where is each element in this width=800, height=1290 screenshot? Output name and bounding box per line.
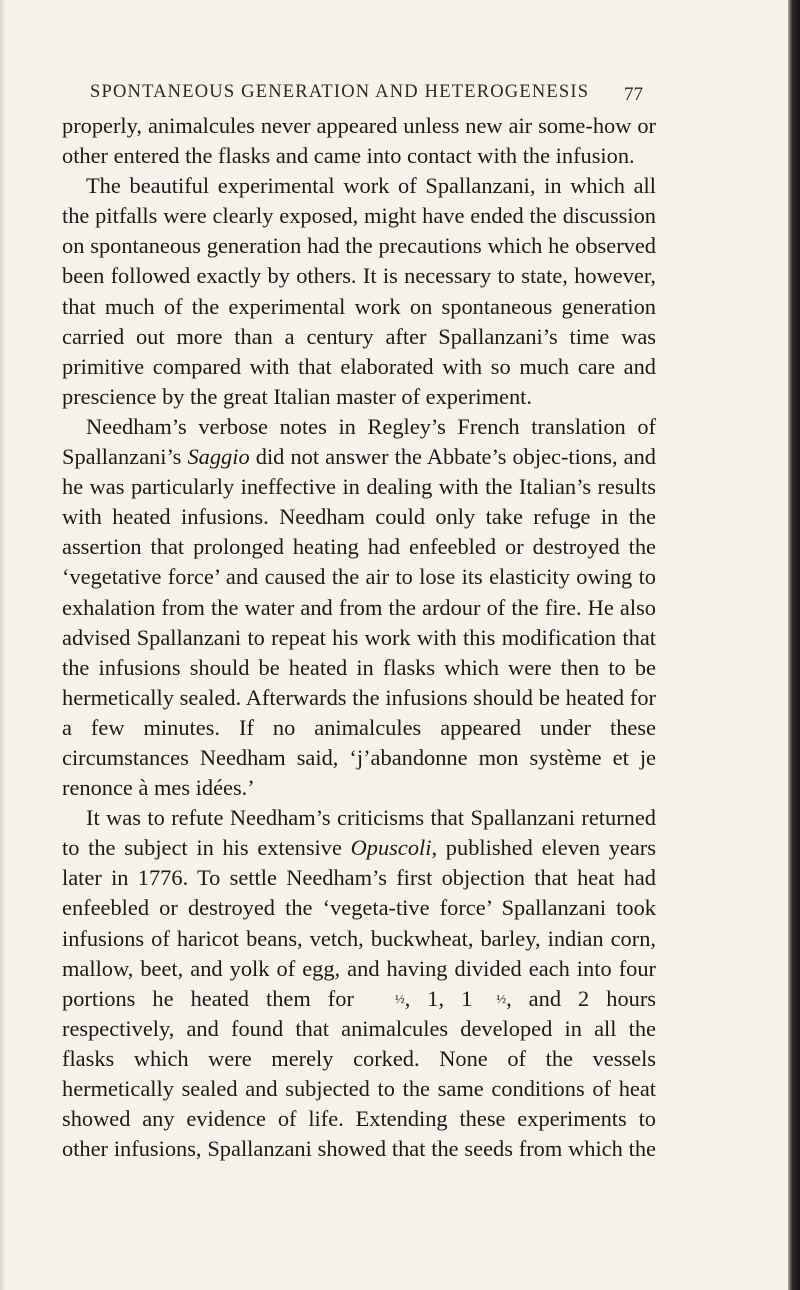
fraction-half: ½ bbox=[394, 990, 405, 1006]
page-number: 77 bbox=[624, 84, 643, 105]
running-head: SPONTANEOUS GENERATION AND HETEROGENESIS bbox=[90, 82, 590, 102]
paragraph-3-text-a: Needham’s verbose notes in Regley’s French translation of Spallanzani’s bbox=[62, 413, 656, 470]
paragraph-2: The beautiful experimental work of Spallanzani, in which all the pitfalls were clearly exposed, might have ended the discussion on spontaneous generation had the precautions which he observed been followed exactly by others. It is necessary to state, however, that much of the experimental work on spontaneous generation carried out more than a century after Spallanzani’s time was primitive compared with that elaborated with so much care and prescience by the great Italian master of experiment. bbox=[62, 173, 656, 409]
fraction-half: ½ bbox=[496, 990, 507, 1006]
saggio-title: Saggio bbox=[187, 444, 250, 470]
body-text bbox=[62, 111, 656, 1164]
paragraph-4-text-c: , 1, 1 bbox=[404, 985, 473, 1011]
paragraph-4-text-a: It was to refute Needham’s criticisms that Spallanzani returned to the subject in his extensive bbox=[62, 805, 656, 861]
paragraph-4-text-b: , published eleven years later in 1776. To settle Needham’s first objection that heat had enfeebled or destroyed the ‘vegeta-tive force’ Spallanzani took infusions of haricot beans, vetch, buckwheat, barley, indian corn, mallow, beet, and yolk of egg, and having divided each into four portions he heated them for bbox=[62, 835, 656, 1011]
paragraph-1: properly, animalcules never appeared unless new air some-how or other entered the flasks and came into contact with the infusion. bbox=[62, 113, 656, 169]
opuscoli-title: Opuscoli bbox=[350, 835, 432, 861]
paragraph-3-text-b: did not answer the Abbate’s objec-tions, and he was particularly ineffective in dealing with the Italian’s results with heated infusions. Needham could only take refuge in the assertion that prolonged heating had enfeebled or destroyed the ‘vegetative force’ and caused the air to lose its elasticity owing to exhalation from the water and from the ardour of the fire. He also advised Spallanzani to repeat his work with this modification that the infusions should be heated in flasks which were then to be hermetically sealed. Afterwards the infusions should be heated for a few minutes. If no animalcules appeared under these circumstances Needham said, ‘j’abandonne mon système et je renonce à mes idées.’ bbox=[62, 444, 656, 801]
page-gutter-shadow bbox=[0, 0, 6, 1290]
paragraph-4 bbox=[62, 803, 656, 1164]
book-edge bbox=[788, 0, 800, 1290]
paragraph-3 bbox=[62, 412, 656, 803]
paragraph-4-text-d: , and 2 hours respectively, and found that animalcules developed in all the flasks which were merely corked. None of the vessels hermetically sealed and subjected to the same conditions of heat showed any evidence of life. Extending these experiments to other infusions, Spallanzani showed that the seeds from which the bbox=[62, 985, 656, 1162]
